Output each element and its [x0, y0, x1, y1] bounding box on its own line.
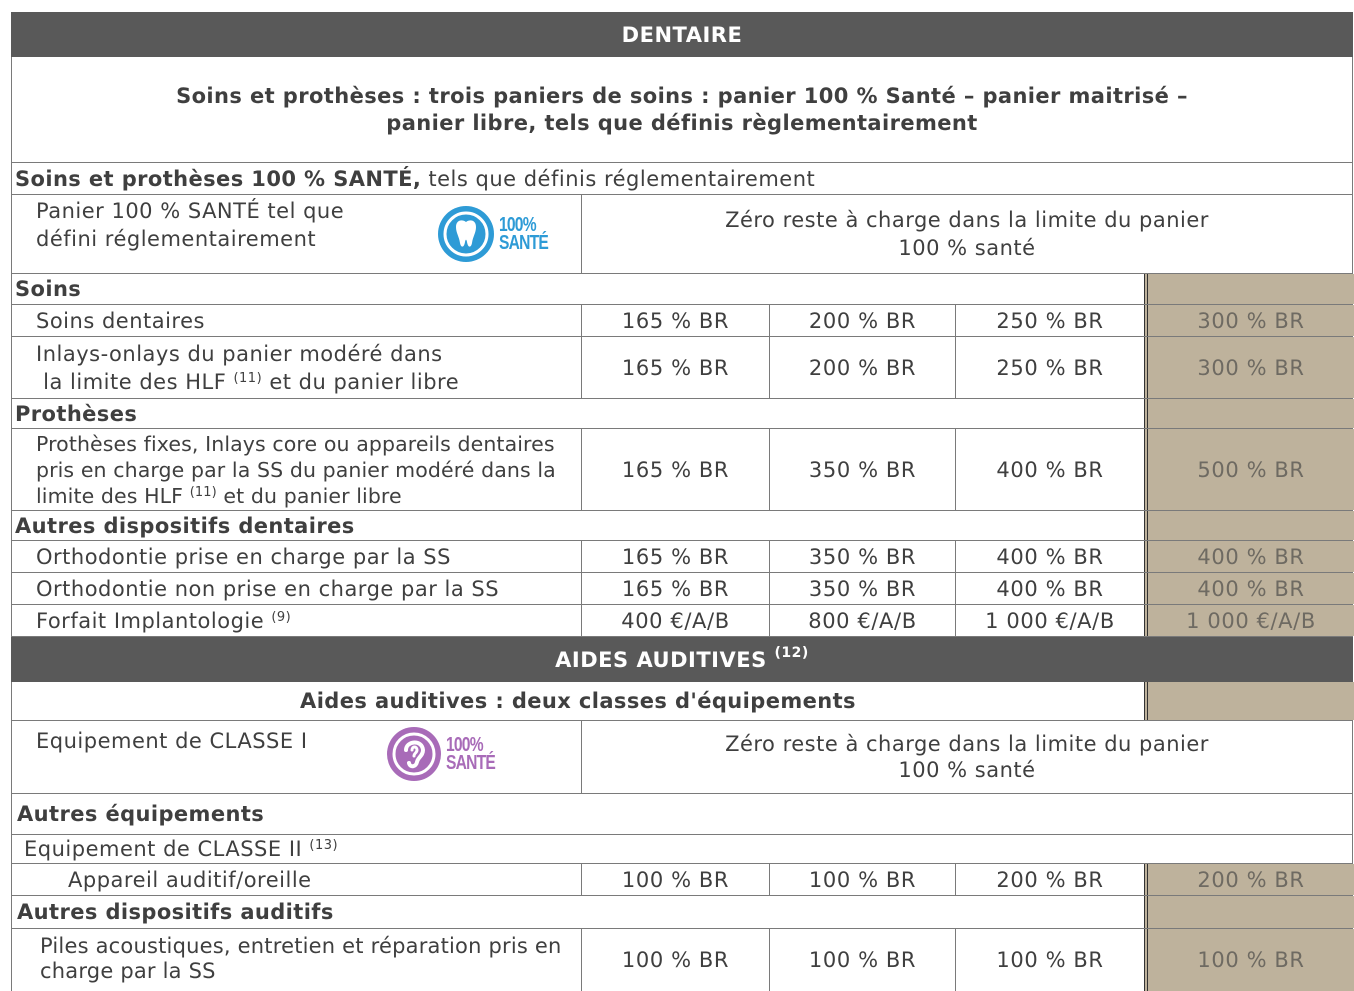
dental-zero-line2: 100 % santé [898, 236, 1036, 260]
panier-sante-label-line1: Panier 100 % SANTÉ tel que [36, 199, 345, 223]
sante-heading-rest: tels que définis réglementairement [421, 166, 816, 191]
audio-zero-line1: Zéro reste à charge dans la limite du panier [725, 732, 1209, 756]
autres-auditifs-heading-row [11, 896, 1353, 929]
classe1-row [11, 721, 1353, 794]
implanto-value-3: 1 000 €/A/B [985, 608, 1115, 633]
sante-heading-bold: Soins et prothèses 100 % SANTÉ, [15, 166, 422, 191]
soins-heading-row [11, 274, 1353, 305]
piles-value-1: 100 % BR [621, 948, 730, 972]
dental-zero-reste [581, 195, 1352, 273]
autres-dentaires-heading: Autres dispositifs dentaires [15, 513, 355, 538]
dental-zero-line1: Zéro reste à charge dans la limite du panier [725, 208, 1209, 232]
ear-icon [386, 726, 442, 782]
piles-label-line2: charge par la SS [40, 959, 216, 983]
soins-dentaires-value-1: 165 % BR [621, 308, 730, 333]
soins-dentaires-value-2: 200 % BR [808, 308, 917, 333]
appareil-value-2: 100 % BR [808, 867, 917, 892]
ortho-ss-value-3: 400 % BR [996, 544, 1104, 569]
ortho-non-ss-label: Orthodontie non prise en charge par la SS [36, 576, 500, 601]
protheses-value-4: 500 % BR [1197, 457, 1305, 482]
protheses-heading-row [11, 399, 1353, 429]
appareil-value-1: 100 % BR [621, 867, 730, 892]
protheses-label-line3b: et du panier libre [216, 483, 402, 508]
implanto-value-2: 800 €/A/B [808, 608, 917, 633]
autres-dentaires-highlight [1144, 511, 1354, 540]
ortho-non-ss-value-3: 400 % BR [996, 576, 1104, 601]
soins-dentaires-value-3: 250 % BR [996, 308, 1104, 333]
inlays-value-3: 250 % BR [996, 355, 1104, 380]
piles-value-4: 100 % BR [1197, 948, 1305, 972]
sante-heading-row [11, 163, 1353, 195]
ortho-ss-label: Orthodontie prise en charge par la SS [36, 544, 451, 569]
appareil-label: Appareil auditif/oreille [68, 867, 312, 892]
panier-sante-label-line2: défini réglementairement [36, 227, 317, 251]
ortho-ss-value-4: 400 % BR [1197, 544, 1305, 569]
dental-intro [11, 57, 1353, 163]
ortho-ss-value-2: 350 % BR [808, 544, 917, 569]
audio-badge-line1: 100% [446, 734, 483, 756]
autres-auditifs-heading: Autres dispositifs auditifs [17, 900, 334, 924]
protheses-heading: Prothèses [15, 401, 138, 426]
dental-sante-badge [437, 205, 562, 263]
audio-section-header [11, 637, 1353, 682]
audio-zero-reste [581, 721, 1352, 793]
ortho-non-ss-value-2: 350 % BR [808, 576, 917, 601]
classe1-label: Equipement de CLASSE I [36, 729, 308, 753]
classe2-footnote: (13) [309, 838, 339, 853]
audio-header-footnote: (12) [774, 644, 809, 661]
dental-intro-line2: panier libre, tels que définis règlementairement [386, 110, 978, 135]
panier-sante-row [11, 195, 1353, 274]
table-row [11, 605, 1353, 637]
soins-dentaires-value-4: 300 % BR [1197, 308, 1305, 333]
table-row [11, 305, 1353, 337]
classe2-label: Equipement de CLASSE II [24, 837, 310, 861]
table-row [11, 864, 1353, 896]
piles-label-line1: Piles acoustiques, entretien et réparation pris en [40, 934, 562, 958]
inlays-label-line2b: et du panier libre [262, 369, 460, 394]
implanto-value-4: 1 000 €/A/B [1186, 608, 1316, 633]
ortho-ss-value-1: 165 % BR [621, 544, 730, 569]
protheses-label-line3a: limite des HLF [36, 483, 190, 508]
inlays-value-1: 165 % BR [621, 355, 730, 380]
inlays-value-4: 300 % BR [1197, 355, 1305, 380]
audio-classes-row [11, 682, 1353, 721]
classe2-row [11, 835, 1353, 864]
protheses-footnote: (11) [189, 484, 217, 500]
table-row [11, 337, 1353, 399]
protheses-value-2: 350 % BR [808, 457, 917, 482]
dental-badge-line1: 100% [499, 214, 536, 236]
protheses-value-3: 400 % BR [996, 457, 1104, 482]
autres-auditifs-highlight [1144, 896, 1354, 928]
table-row [11, 573, 1353, 605]
audio-header-title: AIDES AUDITIVES [555, 647, 775, 672]
dental-section-header [11, 12, 1353, 57]
autres-equip-heading: Autres équipements [17, 802, 265, 826]
appareil-value-3: 200 % BR [996, 867, 1104, 892]
piles-value-3: 100 % BR [996, 948, 1104, 972]
audio-badge-line2: SANTÉ [446, 752, 495, 774]
panier-sante-label-cell [12, 195, 581, 273]
audio-zero-line2: 100 % santé [898, 758, 1036, 782]
inlays-label-line1: Inlays-onlays du panier modéré dans [36, 341, 443, 366]
protheses-value-1: 165 % BR [621, 457, 730, 482]
piles-value-2: 100 % BR [808, 948, 917, 972]
soins-heading: Soins [15, 277, 82, 301]
inlays-label-line2a: la limite des HLF [36, 369, 234, 394]
protheses-label-line1: Prothèses fixes, Inlays core ou appareils dentaires [36, 431, 555, 456]
protheses-heading-highlight [1144, 399, 1354, 428]
table-row [11, 541, 1353, 573]
appareil-value-4: 200 % BR [1197, 867, 1305, 892]
protheses-label-line2: pris en charge par la SS du panier modéré dans la [36, 457, 556, 482]
soins-dentaires-label: Soins dentaires [36, 308, 205, 333]
soins-heading-highlight [1144, 274, 1354, 304]
autres-equip-heading-row [11, 794, 1353, 835]
tooth-icon [437, 205, 495, 263]
dental-header-title: DENTAIRE [621, 22, 743, 47]
dental-intro-line1: Soins et prothèses : trois paniers de soins : panier 100 % Santé – panier maitrisé – [176, 83, 1188, 108]
audio-classes-heading: Aides auditives : deux classes d'équipements [300, 689, 856, 713]
audio-classes-highlight [1144, 682, 1354, 720]
classe1-label-cell [12, 721, 581, 793]
autres-dentaires-heading-row [11, 511, 1353, 541]
implanto-label: Forfait Implantologie [36, 608, 272, 633]
dental-badge-line2: SANTÉ [499, 232, 548, 254]
inlays-value-2: 200 % BR [808, 355, 917, 380]
table-row [11, 429, 1353, 511]
inlays-footnote: (11) [233, 370, 263, 386]
implanto-footnote: (9) [271, 609, 292, 625]
ortho-non-ss-value-4: 400 % BR [1197, 576, 1305, 601]
ortho-non-ss-value-1: 165 % BR [621, 576, 730, 601]
audio-sante-badge [386, 726, 509, 782]
implanto-value-1: 400 €/A/B [621, 608, 730, 633]
